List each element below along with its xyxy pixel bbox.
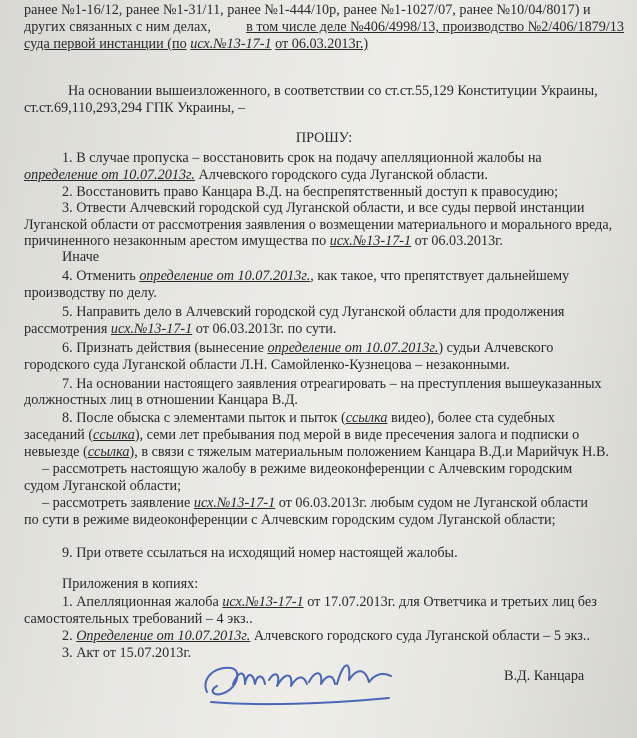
paragraph-line: судом Луганской области;: [24, 478, 182, 494]
paragraph-line: суда первой инстанции (по исх.№13-17-1 от 06.03.2013г.): [24, 36, 369, 52]
paragraph-line: – рассмотреть настоящую жалобу в режиме видеоконференции с Алчевским городским: [42, 461, 573, 477]
paragraph-line: других связанных с ним делах, в том числе деле №406/4998/13, производство №2/406/1879/13: [24, 19, 624, 35]
list-item: 7. На основании настоящего заявления отреагировать – на преступления вышеуказанных: [62, 376, 602, 392]
list-item: 2. Определение от 10.07.2013г. Алчевского городского суда Луганской области – 5 экз..: [62, 628, 591, 644]
list-item: 9. При ответе ссылаться на исходящий номер настоящей жалобы.: [62, 545, 458, 561]
paragraph-line: ранее №1-16/12, ранее №1-31/11, ранее №1-444/10р, ранее №1-1027/07, ранее №10/04/8017) и: [24, 2, 591, 18]
paragraph-line: должностных лиц в отношении Канцара В.Д.: [24, 392, 298, 408]
handwritten-signature: [199, 640, 399, 710]
list-item: 6. Признать действия (вынесение определение от 10.07.2013г.) судьи Алчевского: [62, 340, 554, 356]
section-heading: ПРОШУ:: [295, 130, 353, 146]
list-item: 2. Восстановить право Канцара В.Д. на беспрепятственный доступ к правосудию;: [62, 184, 559, 200]
list-item: 1. Апелляционная жалоба исх.№13-17-1 от 17.07.2013г. для Ответчика и третьих лиц без: [62, 594, 597, 610]
video-link[interactable]: ссылка: [345, 410, 388, 426]
list-item: 8. После обыска с элементами пыток и пыток (ссылка видео), более ста судебных: [62, 410, 555, 426]
paragraph-line: заседаний (ссылка), семи лет пребывания под мерой в виде пресечения залога и подписки о: [24, 427, 580, 443]
list-item: 4. Отменить определение от 10.07.2013г., как такое, что препятствует дальнейшему: [62, 268, 570, 284]
paragraph-line: самостоятельных требований – 4 экз..: [24, 611, 253, 627]
list-item: 1. В случае пропуска – восстановить срок на подачу апелляционной жалобы на: [62, 150, 542, 166]
signer-name: В.Д. Канцара: [504, 668, 585, 684]
paragraph-line: по сути в режиме видеоконференции с Алчевским городским судом Луганской области;: [24, 512, 556, 528]
paragraph-line: причиненного незаконным арестом имущества по исх.№13-17-1 от 06.03.2013г.: [24, 233, 503, 249]
paragraph-line: городского суда Луганской области Л.Н. Самойленко-Кузнецова – незаконными.: [24, 357, 510, 373]
paragraph-line: определение от 10.07.2013г. Алчевского городского суда Луганской области.: [24, 167, 488, 183]
hearings-link[interactable]: ссылка: [93, 427, 135, 443]
paragraph-line: рассмотрения исх.№13-17-1 от 06.03.2013г. по сути.: [24, 321, 337, 337]
list-item: 5. Направить дело в Алчевский городской суд Луганской области для продолжения: [62, 304, 565, 320]
paragraph-line: ст.ст.69,110,293,294 ГПК Украины, –: [24, 100, 246, 116]
list-item: 3. Акт от 15.07.2013г.: [62, 645, 192, 661]
paragraph-line: – рассмотреть заявление исх.№13-17-1 от 06.03.2013г. любым судом не Луганской области: [42, 495, 589, 511]
paragraph-line: производству по делу.: [24, 285, 157, 301]
list-item: 3. Отвести Алчевский городской суд Луганской области, и все суды первой инстанции: [62, 200, 585, 216]
paragraph-line: невыезде (ссылка), в связи с тяжелым материальным положением Канцара В.Д.и Марийчук Н.В.: [24, 444, 609, 460]
paragraph-line: Иначе: [62, 249, 99, 265]
attachments-heading: Приложения в копиях:: [62, 576, 199, 592]
bail-link[interactable]: ссылка: [87, 444, 130, 460]
paragraph-line: Луганской области от рассмотрения заявления о возмещении материального и морального вреда,: [24, 217, 613, 233]
paragraph-line: На основании вышеизложенного, в соответствии со ст.ст.55,129 Конституции Украины,: [68, 83, 598, 99]
